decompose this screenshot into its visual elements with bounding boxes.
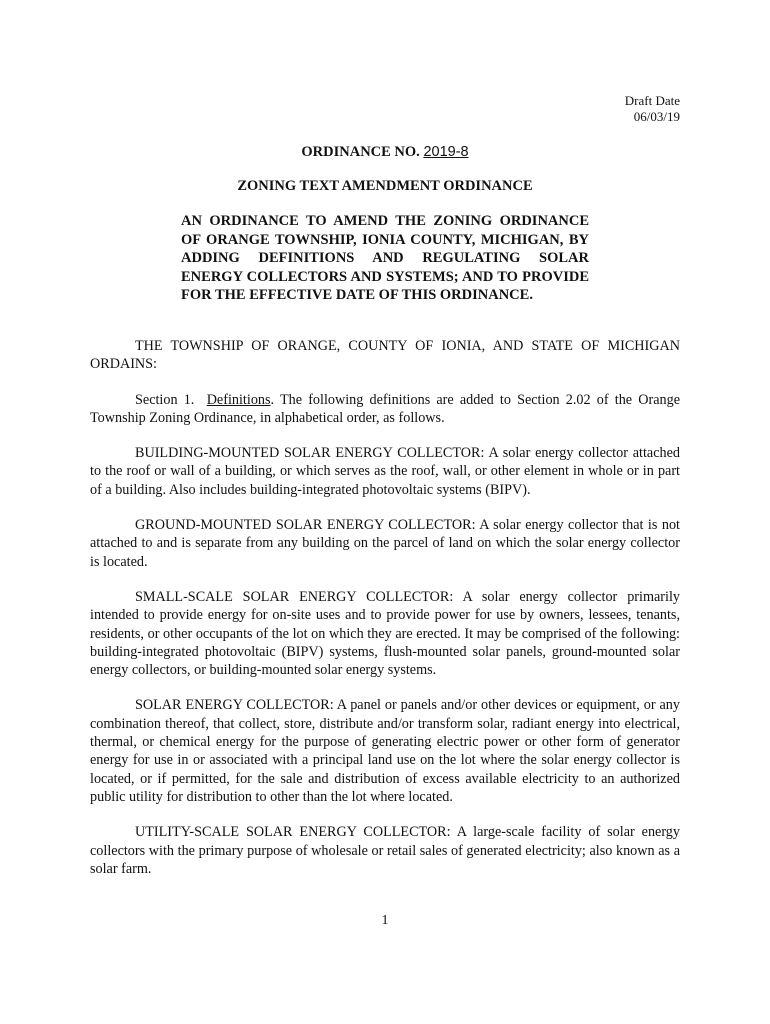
definition-ground-mounted: GROUND-MOUNTED SOLAR ENERGY COLLECTOR: A solar energy collector that is not attached to and is separate from any building on the parcel of land on which the solar energy collector is located.	[90, 517, 680, 570]
section-1-paragraph	[90, 391, 680, 428]
page-number: 1	[381, 913, 389, 928]
document-body	[90, 337, 680, 895]
definition-utility-scale: UTILITY-SCALE SOLAR ENERGY COLLECTOR: A large-scale facility of solar energy collectors with the primary purpose of wholesale or retail sales of generated electricity; also known as a solar farm.	[90, 824, 680, 877]
ordains-paragraph	[90, 337, 680, 374]
ordinance-number-value: 2019-8	[423, 144, 469, 160]
ordinance-subtitle: ZONING TEXT AMENDMENT ORDINANCE	[237, 178, 533, 194]
draft-date-value: 06/03/19	[633, 109, 680, 124]
ordinance-number-label: ORDINANCE NO.	[301, 144, 420, 160]
section-1-heading: Definitions	[206, 391, 271, 408]
ordinance-title: AN ORDINANCE TO AMEND THE ZONING ORDINANCE OF ORANGE TOWNSHIP, IONIA COUNTY, MICHIGAN, BY ADDING DEFINITIONS AND REGULATING SOLAR ENERGY COLLECTORS AND SYSTEMS; AND TO PROVIDE FOR THE EFFECTIVE DATE OF THIS ORDINANCE.	[181, 213, 589, 303]
draft-date-block	[625, 93, 680, 125]
section-1-text: . The following definitions are added to Section 2.02 of the Orange Township Zoning Ordinance, in alphabetical order, as follows.	[90, 391, 680, 426]
ordinance-number-line	[0, 144, 770, 161]
ordains-text: THE TOWNSHIP OF ORANGE, COUNTY OF IONIA, AND STATE OF MICHIGAN ORDAINS:	[90, 338, 680, 373]
definition-solar-energy-collector: SOLAR ENERGY COLLECTOR: A panel or panels and/or other devices or equipment, or any combination thereof, that collect, store, distribute and/or transform solar, radiant energy into electrical, thermal, or chemical energy for the purpose of generating electric power or other form of generator energy for use in or associated with a principal land use on the lot where the solar energy collector is located, or if permitted, for the sale and distribution of excess available electricity to an authorized public utility for distribution to other than the lot where located.	[90, 697, 680, 805]
section-1-prefix: Section 1.	[135, 391, 195, 408]
definition-small-scale: SMALL-SCALE SOLAR ENERGY COLLECTOR: A solar energy collector primarily intended to provide energy for on-site uses and to provide power for use by owners, lessees, tenants, residents, or other occupants of the lot on which they are erected. It may be comprised of the following: building-integrated photovoltaic (BIPV) systems, flush-mounted solar panels, ground-mounted solar energy collectors, or building-mounted solar energy systems.	[90, 588, 680, 679]
draft-date-label: Draft Date	[624, 93, 680, 108]
definition-building-mounted: BUILDING-MOUNTED SOLAR ENERGY COLLECTOR: A solar energy collector attached to the roof or wall of a building, or which serves as the roof, wall, or other element in whole or in part of a building. Also includes building-integrated photovoltaic systems (BIPV).	[90, 445, 680, 498]
